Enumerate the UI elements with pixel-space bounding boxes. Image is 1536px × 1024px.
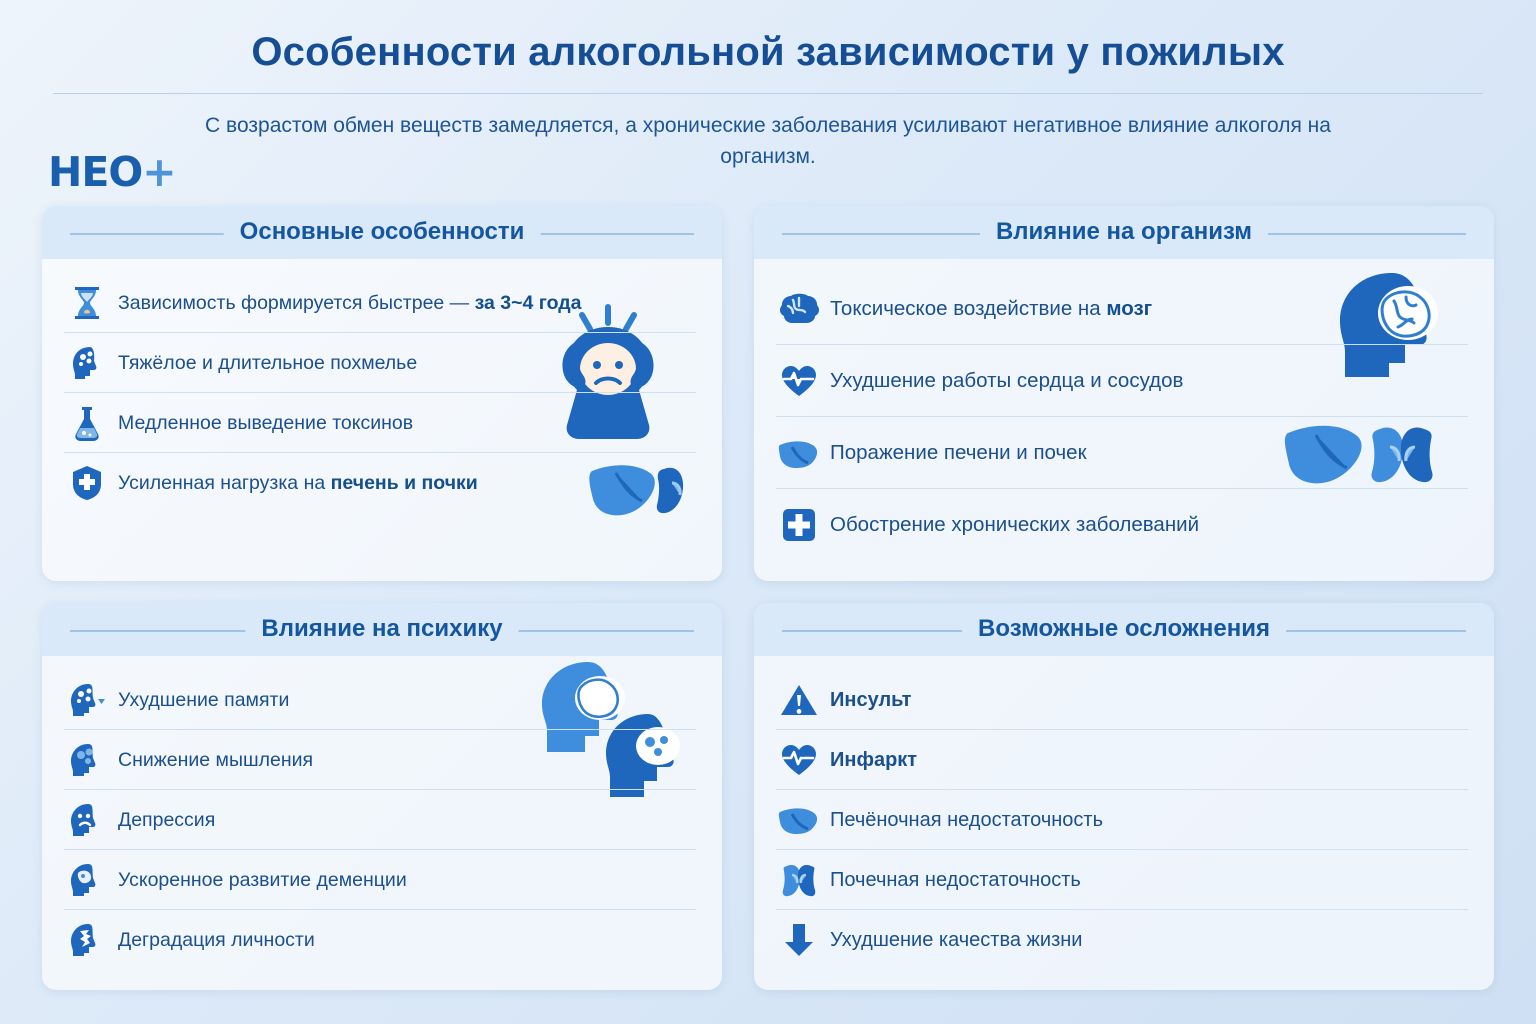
- head-hangover-icon: [64, 342, 110, 384]
- logo-text: HEO: [48, 148, 143, 196]
- heart-pulse-icon: [776, 360, 822, 402]
- head-degradation-icon: [64, 919, 110, 961]
- card-body: [754, 656, 1494, 990]
- list-item: [776, 730, 1468, 790]
- liver-icon: [776, 432, 822, 474]
- down-arrow-icon: [776, 919, 822, 961]
- warning-triangle-icon: [776, 679, 822, 721]
- list-item: [776, 670, 1468, 730]
- list-item-text: Медленное выведение токсинов: [118, 411, 414, 434]
- list-item-text: Инсульт: [830, 688, 912, 711]
- list-item-text: Зависимость формируется быстрее — за 3~4 года: [118, 291, 582, 314]
- card-body: [42, 259, 722, 533]
- list-item-text: Тяжёлое и длительное похмелье: [118, 351, 418, 374]
- head-thinking-icon: [64, 739, 110, 781]
- cards-grid: [42, 206, 1494, 990]
- logo: [48, 148, 176, 196]
- list-item: [64, 730, 696, 790]
- page-subtitle: С возрастом обмен веществ замедляется, а хронические заболевания усиливают негативное влияние алкоголя на организм.: [205, 114, 1331, 168]
- title-divider: [53, 93, 1483, 94]
- card-title: Влияние на организм: [980, 218, 1268, 246]
- list-item: [64, 273, 696, 333]
- list-item-text: Деградация личности: [118, 929, 315, 951]
- list-item-text: Снижение мышления: [118, 748, 314, 771]
- list-item-text: Токсическое воздействие на мозг: [830, 296, 1153, 320]
- list-item: [64, 850, 696, 910]
- list-item: [64, 670, 696, 730]
- shield-cross-icon: [64, 462, 110, 504]
- list-item-text: Ухудшение работы сердца и сосудов: [830, 368, 1184, 392]
- list-item: [64, 790, 696, 850]
- list-item-text: Почечная недостаточность: [830, 868, 1081, 891]
- kidneys-icon: [776, 859, 822, 901]
- list-item: [776, 345, 1468, 417]
- head-sad-icon: [64, 799, 110, 841]
- list-item: [64, 333, 696, 393]
- list-item-text: Ускоренное развитие деменции: [118, 868, 407, 891]
- card-header: [42, 206, 722, 259]
- card-header: [754, 206, 1494, 259]
- card-header: [754, 603, 1494, 656]
- list-item-text: Ухудшение памяти: [118, 688, 290, 711]
- list-item: [64, 910, 696, 970]
- list-item: [776, 790, 1468, 850]
- list-item: [776, 417, 1468, 489]
- list-item: [776, 910, 1468, 970]
- list-item-text: Ухудшение качества жизни: [830, 929, 1083, 951]
- list-item-text: Инфаркт: [830, 748, 918, 771]
- page-title: Особенности алкогольной зависимости у пожилых: [251, 30, 1285, 74]
- list-item: [64, 453, 696, 513]
- list-item-text: Обострение хронических заболеваний: [830, 513, 1200, 536]
- card-title: Влияние на психику: [245, 615, 518, 643]
- head-memory-icon: [64, 679, 110, 721]
- card-vliyanie-na-organizm: [754, 206, 1494, 581]
- hourglass-icon: [64, 282, 110, 324]
- medical-cross-icon: [776, 504, 822, 546]
- liver-icon: [776, 799, 822, 841]
- list-item-text: Усиленная нагрузка на печень и почки: [118, 472, 478, 494]
- card-vozmozhnye-oslozhneniya: [754, 603, 1494, 990]
- brain-icon: [776, 288, 822, 330]
- list-item: [64, 393, 696, 453]
- heart-pulse-icon: [776, 739, 822, 781]
- flask-icon: [64, 402, 110, 444]
- card-title: Возможные осложнения: [962, 615, 1286, 643]
- list-item: [776, 850, 1468, 910]
- card-header: [42, 603, 722, 656]
- list-item: [776, 489, 1468, 561]
- list-item: [776, 273, 1468, 345]
- card-body: [42, 656, 722, 990]
- card-body: [754, 259, 1494, 581]
- card-title: Основные особенности: [224, 218, 541, 246]
- card-osnovnye-osobennosti: [42, 206, 722, 581]
- list-item-text: Печёночная недостаточность: [830, 808, 1104, 831]
- head-dementia-icon: [64, 859, 110, 901]
- logo-plus: +: [142, 148, 176, 196]
- list-item-text: Депрессия: [118, 808, 216, 831]
- card-vliyanie-na-psihiku: [42, 603, 722, 990]
- list-item-text: Поражение печени и почек: [830, 440, 1087, 464]
